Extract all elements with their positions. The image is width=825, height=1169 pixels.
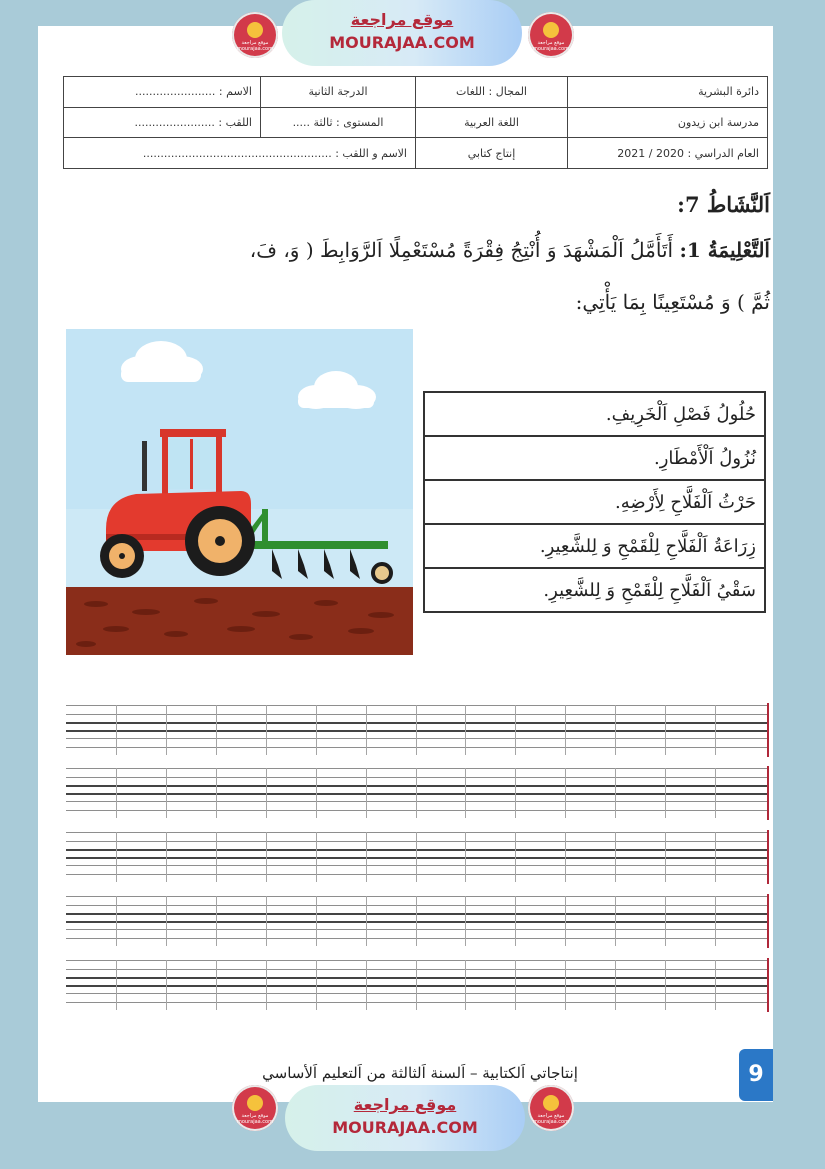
site-badge-arabic[interactable]: موقع مراجعة (353, 1095, 457, 1114)
surname-field[interactable]: اللقب : ....................... (64, 107, 261, 138)
word-list-table (423, 391, 766, 613)
column-divider (465, 768, 466, 818)
writing-rule (66, 714, 769, 715)
site-logo-icon[interactable]: موقع مراجعة mourajaa.com (528, 1085, 574, 1131)
column-divider (715, 832, 716, 882)
column-divider (715, 896, 716, 946)
header-cell: اللغة العربية (416, 107, 568, 138)
writing-rule (66, 865, 769, 866)
column-divider (366, 832, 367, 882)
writing-rule (66, 921, 769, 923)
margin-line (767, 703, 769, 757)
writing-rule (66, 722, 769, 724)
column-divider (216, 960, 217, 1010)
margin-line (767, 830, 769, 884)
column-divider (166, 832, 167, 882)
column-divider (515, 768, 516, 818)
column-divider (266, 705, 267, 755)
column-divider (166, 896, 167, 946)
site-logo-icon[interactable]: موقع مراجعة mourajaa.com (232, 1085, 278, 1131)
header-cell: دائرة البشرية (568, 77, 768, 108)
column-divider (465, 896, 466, 946)
column-divider (416, 705, 417, 755)
writing-rule (66, 874, 769, 875)
writing-rule (66, 738, 769, 739)
column-divider (416, 832, 417, 882)
margin-line (767, 766, 769, 820)
writing-rule (66, 857, 769, 859)
column-divider (316, 705, 317, 755)
column-divider (216, 705, 217, 755)
instruction-line-1 (130, 238, 770, 262)
writing-rule (66, 801, 769, 802)
site-badge-domain[interactable]: MOURAJAA.COM (332, 1118, 478, 1137)
writing-rule (66, 938, 769, 939)
margin-line (767, 958, 769, 1012)
column-divider (266, 832, 267, 882)
column-divider (515, 960, 516, 1010)
site-badge-arabic[interactable]: موقع مراجعة (350, 10, 454, 29)
column-divider (366, 705, 367, 755)
instruction-line-2: ثُمَّ ) وَ مُسْتَعِينًا بِمَا يَأْتِي: (575, 290, 770, 314)
header-cell: إنتاج كتابي (416, 138, 568, 169)
footer-caption: إنتاجاتي اَلكتابية – اَلسنة اَلثالثة من اَلتعليم اَلأساسي (262, 1064, 578, 1082)
activity-title: اَلنَّشَاطُ 7: (677, 192, 770, 217)
writing-rule (66, 747, 769, 748)
column-divider (565, 768, 566, 818)
column-divider (515, 832, 516, 882)
column-divider (565, 832, 566, 882)
writing-line-group[interactable] (66, 896, 769, 946)
column-divider (615, 705, 616, 755)
column-divider (316, 960, 317, 1010)
column-divider (615, 832, 616, 882)
column-divider (715, 705, 716, 755)
word-list-item: زِرَاعَةُ اَلْفَلَّاحِ لِلْقَمْحِ وَ لِلشَّعِيرِ. (424, 524, 765, 568)
writing-rule (66, 960, 769, 961)
column-divider (565, 705, 566, 755)
column-divider (465, 960, 466, 1010)
word-list-item: سَقْيُ اَلْفَلَّاحِ لِلْقَمْحِ وَ لِلشَّعِيرِ. (424, 568, 765, 612)
site-badge-top[interactable] (282, 0, 522, 66)
column-divider (166, 768, 167, 818)
writing-line-group[interactable] (66, 832, 769, 882)
column-divider (665, 960, 666, 1010)
column-divider (615, 768, 616, 818)
column-divider (715, 960, 716, 1010)
writing-rule (66, 841, 769, 842)
writing-line-group[interactable] (66, 960, 769, 1010)
column-divider (515, 705, 516, 755)
column-divider (416, 960, 417, 1010)
column-divider (316, 832, 317, 882)
column-divider (266, 896, 267, 946)
header-cell: المستوى : ثالثة ..... (261, 107, 416, 138)
word-list-item: نُزُولُ اَلْأَمْطَارِ. (424, 436, 765, 480)
column-divider (116, 705, 117, 755)
column-divider (615, 960, 616, 1010)
column-divider (665, 768, 666, 818)
writing-line-group[interactable] (66, 768, 769, 818)
instruction-label: اَلتَّعْلِيمَةُ 1: (679, 238, 770, 262)
writing-rule (66, 896, 769, 897)
column-divider (216, 768, 217, 818)
column-divider (465, 832, 466, 882)
writing-rule (66, 849, 769, 851)
column-divider (565, 960, 566, 1010)
margin-line (767, 894, 769, 948)
column-divider (366, 960, 367, 1010)
column-divider (266, 960, 267, 1010)
writing-line-group[interactable] (66, 705, 769, 755)
column-divider (416, 768, 417, 818)
writing-rule (66, 905, 769, 906)
writing-rule (66, 977, 769, 979)
column-divider (615, 896, 616, 946)
header-cell: الدرجة الثانية (261, 77, 416, 108)
writing-rule (66, 832, 769, 833)
column-divider (465, 705, 466, 755)
writing-rule (66, 768, 769, 769)
writing-rule (66, 793, 769, 795)
column-divider (116, 832, 117, 882)
site-logo-icon[interactable]: موقع مراجعة mourajaa.com (528, 12, 574, 58)
writing-rule (66, 929, 769, 930)
writing-rule (66, 777, 769, 778)
column-divider (416, 896, 417, 946)
writing-rule (66, 785, 769, 787)
writing-rule (66, 969, 769, 970)
column-divider (216, 832, 217, 882)
column-divider (116, 960, 117, 1010)
instruction-text: أَتَأَمَّلُ اَلْمَشْهَدَ وَ أُنْتِجُ فِقْرَةً مُسْتَعْمِلًا اَلرَّوَابِطَ ( وَ، فَ، (249, 238, 674, 262)
word-list-item: حُلُولُ فَصْلِ اَلْخَرِيفِ. (424, 392, 765, 436)
column-divider (266, 768, 267, 818)
full-name-field[interactable]: الاسم و اللقب : ...................................................... (64, 138, 416, 169)
column-divider (116, 896, 117, 946)
name-field[interactable]: الاسم : ....................... (64, 77, 261, 108)
writing-rule (66, 810, 769, 811)
column-divider (665, 705, 666, 755)
column-divider (565, 896, 566, 946)
column-divider (316, 896, 317, 946)
writing-rule (66, 705, 769, 706)
header-cell: المجال : اللغات (416, 77, 568, 108)
header-cell: مدرسة ابن زيدون (568, 107, 768, 138)
column-divider (515, 896, 516, 946)
column-divider (665, 896, 666, 946)
column-divider (665, 832, 666, 882)
writing-rule (66, 993, 769, 994)
column-divider (216, 896, 217, 946)
writing-rule (66, 985, 769, 987)
column-divider (166, 960, 167, 1010)
column-divider (116, 768, 117, 818)
header-table (63, 76, 768, 169)
word-list-item: حَرْثُ اَلْفَلَّاحِ لِأَرْضِهِ. (424, 480, 765, 524)
writing-rule (66, 1002, 769, 1003)
tractor-picture (66, 329, 413, 655)
site-badge-domain[interactable]: MOURAJAA.COM (329, 33, 475, 52)
writing-rule (66, 730, 769, 732)
page-number: 9 (739, 1049, 773, 1101)
column-divider (715, 768, 716, 818)
column-divider (366, 768, 367, 818)
writing-rule (66, 913, 769, 915)
header-cell: العام الدراسي : 2020 / 2021 (568, 138, 768, 169)
site-logo-icon[interactable]: موقع مراجعة mourajaa.com (232, 12, 278, 58)
column-divider (166, 705, 167, 755)
site-badge-bottom[interactable] (285, 1085, 525, 1151)
column-divider (366, 896, 367, 946)
column-divider (316, 768, 317, 818)
